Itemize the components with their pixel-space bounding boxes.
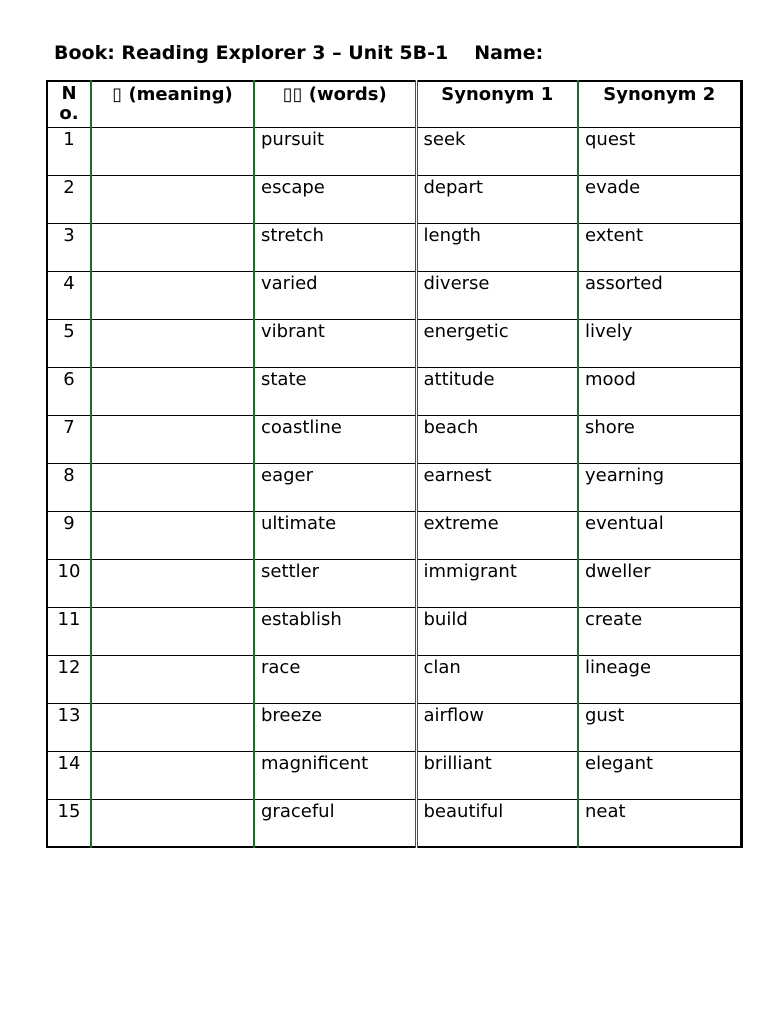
synonym-1-cell: build bbox=[416, 607, 578, 655]
column-header-meaning: ▯ (meaning) bbox=[91, 81, 254, 127]
meaning-cell[interactable] bbox=[91, 559, 254, 607]
synonym-1-cell: airflow bbox=[416, 703, 578, 751]
synonym-2-cell: gust bbox=[578, 703, 741, 751]
synonym-2-cell: extent bbox=[578, 223, 741, 271]
synonym-2-cell: lineage bbox=[578, 655, 741, 703]
word-cell: vibrant bbox=[254, 319, 416, 367]
synonym-1-cell: depart bbox=[416, 175, 578, 223]
synonym-2-cell: mood bbox=[578, 367, 741, 415]
table-row bbox=[47, 703, 741, 751]
column-header-synonym-2: Synonym 2 bbox=[578, 81, 741, 127]
word-cell: escape bbox=[254, 175, 416, 223]
table-row bbox=[47, 559, 741, 607]
synonym-2-cell: yearning bbox=[578, 463, 741, 511]
row-number: 2 bbox=[47, 175, 91, 223]
synonym-1-cell: clan bbox=[416, 655, 578, 703]
meaning-cell[interactable] bbox=[91, 271, 254, 319]
table-row bbox=[47, 319, 741, 367]
synonym-1-cell: earnest bbox=[416, 463, 578, 511]
word-cell: state bbox=[254, 367, 416, 415]
name-label: Name: bbox=[474, 42, 544, 64]
row-number: 5 bbox=[47, 319, 91, 367]
worksheet-title bbox=[54, 42, 543, 64]
table-row bbox=[47, 271, 741, 319]
synonym-1-cell: extreme bbox=[416, 511, 578, 559]
synonym-2-cell: dweller bbox=[578, 559, 741, 607]
word-cell: establish bbox=[254, 607, 416, 655]
table-body bbox=[47, 127, 741, 847]
word-cell: settler bbox=[254, 559, 416, 607]
word-cell: breeze bbox=[254, 703, 416, 751]
row-number: 8 bbox=[47, 463, 91, 511]
table-row bbox=[47, 463, 741, 511]
table-header-row bbox=[47, 81, 741, 127]
word-cell: race bbox=[254, 655, 416, 703]
table-row bbox=[47, 607, 741, 655]
word-cell: pursuit bbox=[254, 127, 416, 175]
synonym-1-cell: diverse bbox=[416, 271, 578, 319]
row-number: 6 bbox=[47, 367, 91, 415]
row-number: 3 bbox=[47, 223, 91, 271]
meaning-cell[interactable] bbox=[91, 463, 254, 511]
vocabulary-table bbox=[46, 80, 743, 848]
meaning-cell[interactable] bbox=[91, 175, 254, 223]
meaning-cell[interactable] bbox=[91, 607, 254, 655]
column-header-no: No. bbox=[47, 81, 91, 127]
meaning-cell[interactable] bbox=[91, 655, 254, 703]
synonym-1-cell: immigrant bbox=[416, 559, 578, 607]
table-row bbox=[47, 655, 741, 703]
meaning-cell[interactable] bbox=[91, 319, 254, 367]
synonym-1-cell: brilliant bbox=[416, 751, 578, 799]
synonym-2-cell: create bbox=[578, 607, 741, 655]
meaning-cell[interactable] bbox=[91, 223, 254, 271]
synonym-2-cell: assorted bbox=[578, 271, 741, 319]
table-row bbox=[47, 511, 741, 559]
synonym-2-cell: eventual bbox=[578, 511, 741, 559]
row-number: 7 bbox=[47, 415, 91, 463]
meaning-cell[interactable] bbox=[91, 367, 254, 415]
row-number: 13 bbox=[47, 703, 91, 751]
meaning-cell[interactable] bbox=[91, 799, 254, 847]
meaning-cell[interactable] bbox=[91, 751, 254, 799]
synonym-2-cell: quest bbox=[578, 127, 741, 175]
synonym-1-cell: beautiful bbox=[416, 799, 578, 847]
table-row bbox=[47, 175, 741, 223]
meaning-cell[interactable] bbox=[91, 415, 254, 463]
row-number: 12 bbox=[47, 655, 91, 703]
word-cell: ultimate bbox=[254, 511, 416, 559]
row-number: 4 bbox=[47, 271, 91, 319]
word-cell: magnificent bbox=[254, 751, 416, 799]
synonym-1-cell: beach bbox=[416, 415, 578, 463]
column-header-synonym-1: Synonym 1 bbox=[416, 81, 578, 127]
word-cell: stretch bbox=[254, 223, 416, 271]
synonym-2-cell: shore bbox=[578, 415, 741, 463]
table-row bbox=[47, 799, 741, 847]
word-cell: eager bbox=[254, 463, 416, 511]
synonym-1-cell: attitude bbox=[416, 367, 578, 415]
synonym-1-cell: seek bbox=[416, 127, 578, 175]
row-number: 10 bbox=[47, 559, 91, 607]
synonym-2-cell: lively bbox=[578, 319, 741, 367]
meaning-cell[interactable] bbox=[91, 511, 254, 559]
row-number: 11 bbox=[47, 607, 91, 655]
table-row bbox=[47, 415, 741, 463]
word-cell: varied bbox=[254, 271, 416, 319]
column-header-words: ▯▯ (words) bbox=[254, 81, 416, 127]
synonym-2-cell: neat bbox=[578, 799, 741, 847]
table-row bbox=[47, 751, 741, 799]
word-cell: graceful bbox=[254, 799, 416, 847]
synonym-1-cell: energetic bbox=[416, 319, 578, 367]
word-cell: coastline bbox=[254, 415, 416, 463]
meaning-cell[interactable] bbox=[91, 127, 254, 175]
row-number: 14 bbox=[47, 751, 91, 799]
table-row bbox=[47, 127, 741, 175]
book-title: Book: Reading Explorer 3 – Unit 5B-1 bbox=[54, 42, 449, 64]
synonym-1-cell: length bbox=[416, 223, 578, 271]
row-number: 9 bbox=[47, 511, 91, 559]
table-row bbox=[47, 223, 741, 271]
synonym-2-cell: evade bbox=[578, 175, 741, 223]
row-number: 15 bbox=[47, 799, 91, 847]
row-number: 1 bbox=[47, 127, 91, 175]
table-row bbox=[47, 367, 741, 415]
synonym-2-cell: elegant bbox=[578, 751, 741, 799]
meaning-cell[interactable] bbox=[91, 703, 254, 751]
